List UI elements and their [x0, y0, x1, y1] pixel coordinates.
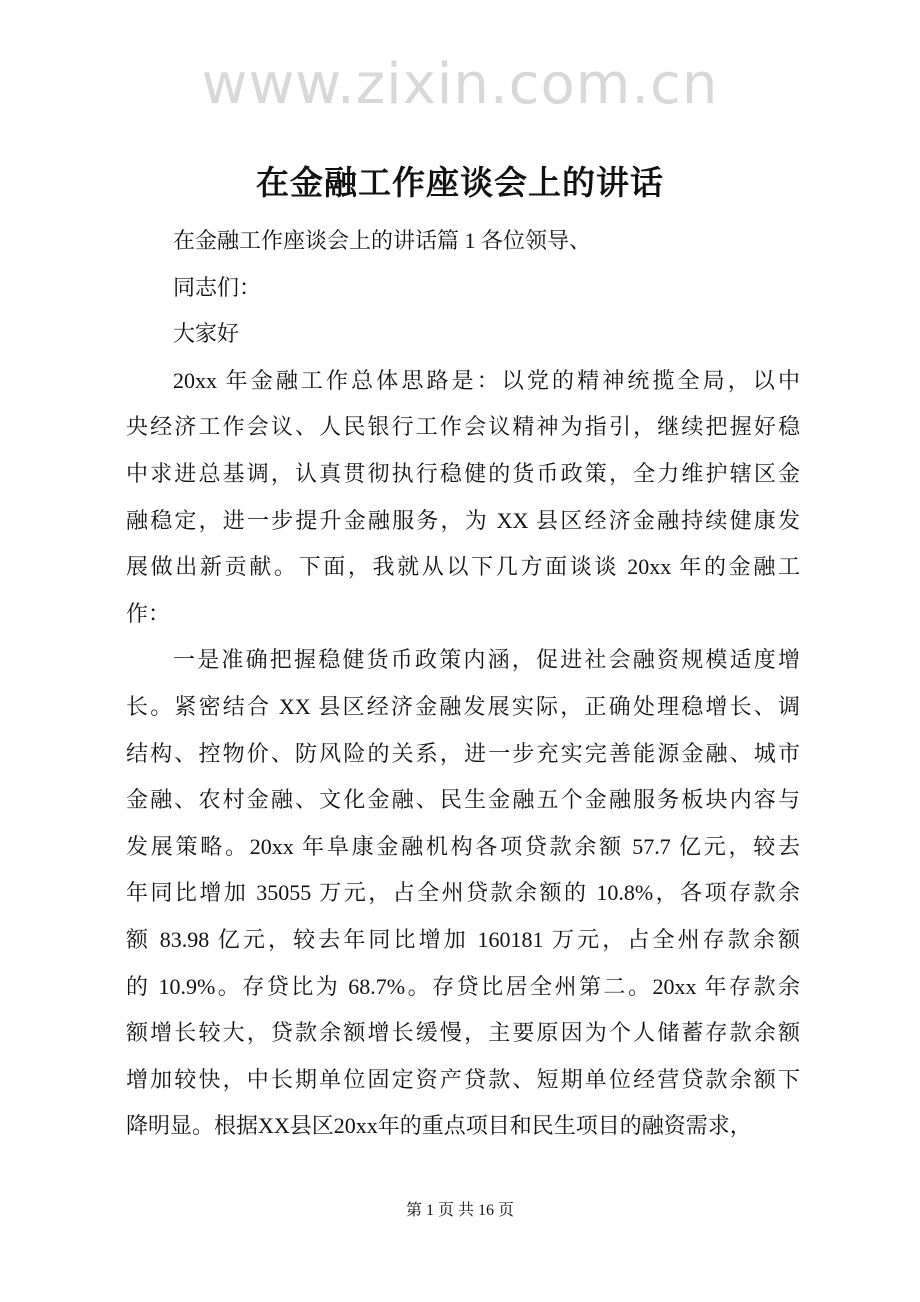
text-line: 央经济工作会议、人民银行工作会议精神为指引，继续把握好稳	[126, 414, 800, 440]
document-title: 在金融工作座谈会上的讲话	[256, 166, 664, 202]
text-line: 的 10.9%。存贷比为 68.7%。存贷比居全州第二。20xx 年存款余	[126, 973, 800, 999]
paragraph	[126, 265, 800, 312]
paragraph	[126, 637, 800, 1150]
text-line: 长。紧密结合 XX 县区经济金融发展实际，正确处理稳增长、调	[126, 693, 800, 719]
page-footer: 第 1 页 共 16 页	[405, 1202, 514, 1219]
text-line: 中求进总基调，认真贯彻执行稳健的货币政策，全力维护辖区金	[126, 460, 800, 486]
text-line: 结构、控物价、防风险的关系，进一步充实完善能源金融、城市	[126, 740, 800, 766]
document-body	[126, 218, 800, 1150]
paragraph	[126, 218, 800, 265]
text-line: 金融、农村金融、文化金融、民生金融五个金融服务板块内容与	[126, 787, 800, 813]
watermark: www.zixin.com.cn	[201, 52, 719, 117]
text-line: 增加较快，中长期单位固定资产贷款、短期单位经营贷款余额下	[126, 1066, 800, 1092]
text-line: 作：	[126, 600, 171, 626]
text-line: 20xx 年金融工作总体思路是：以党的精神统揽全局，以中	[173, 367, 800, 393]
paragraph	[126, 311, 800, 358]
text-line: 融稳定，进一步提升金融服务，为 XX 县区经济金融持续健康发	[126, 507, 800, 533]
text-line: 大家好	[173, 321, 240, 347]
text-line: 发展策略。20xx 年阜康金融机构各项贷款余额 57.7 亿元，较去	[126, 833, 800, 859]
text-line: 同志们：	[173, 274, 262, 300]
paragraph	[126, 358, 800, 638]
text-line: 额增长较大，贷款余额增长缓慢，主要原因为个人储蓄存款余额	[126, 1020, 800, 1046]
text-line: 展做出新贡献。下面，我就从以下几方面谈谈 20xx 年的金融工	[126, 554, 800, 580]
text-line: 在金融工作座谈会上的讲话篇 1 各位领导、	[173, 228, 592, 253]
text-line: 一是准确把握稳健货币政策内涵，促进社会融资规模适度增	[173, 647, 800, 673]
text-line: 降明显。根据XX县区20xx年的重点项目和民生项目的融资需求，	[126, 1113, 752, 1139]
text-line: 额 83.98 亿元，较去年同比增加 160181 万元，占全州存款余额	[126, 926, 800, 952]
text-line: 年同比增加 35055 万元，占全州贷款余额的 10.8%，各项存款余	[126, 880, 800, 906]
